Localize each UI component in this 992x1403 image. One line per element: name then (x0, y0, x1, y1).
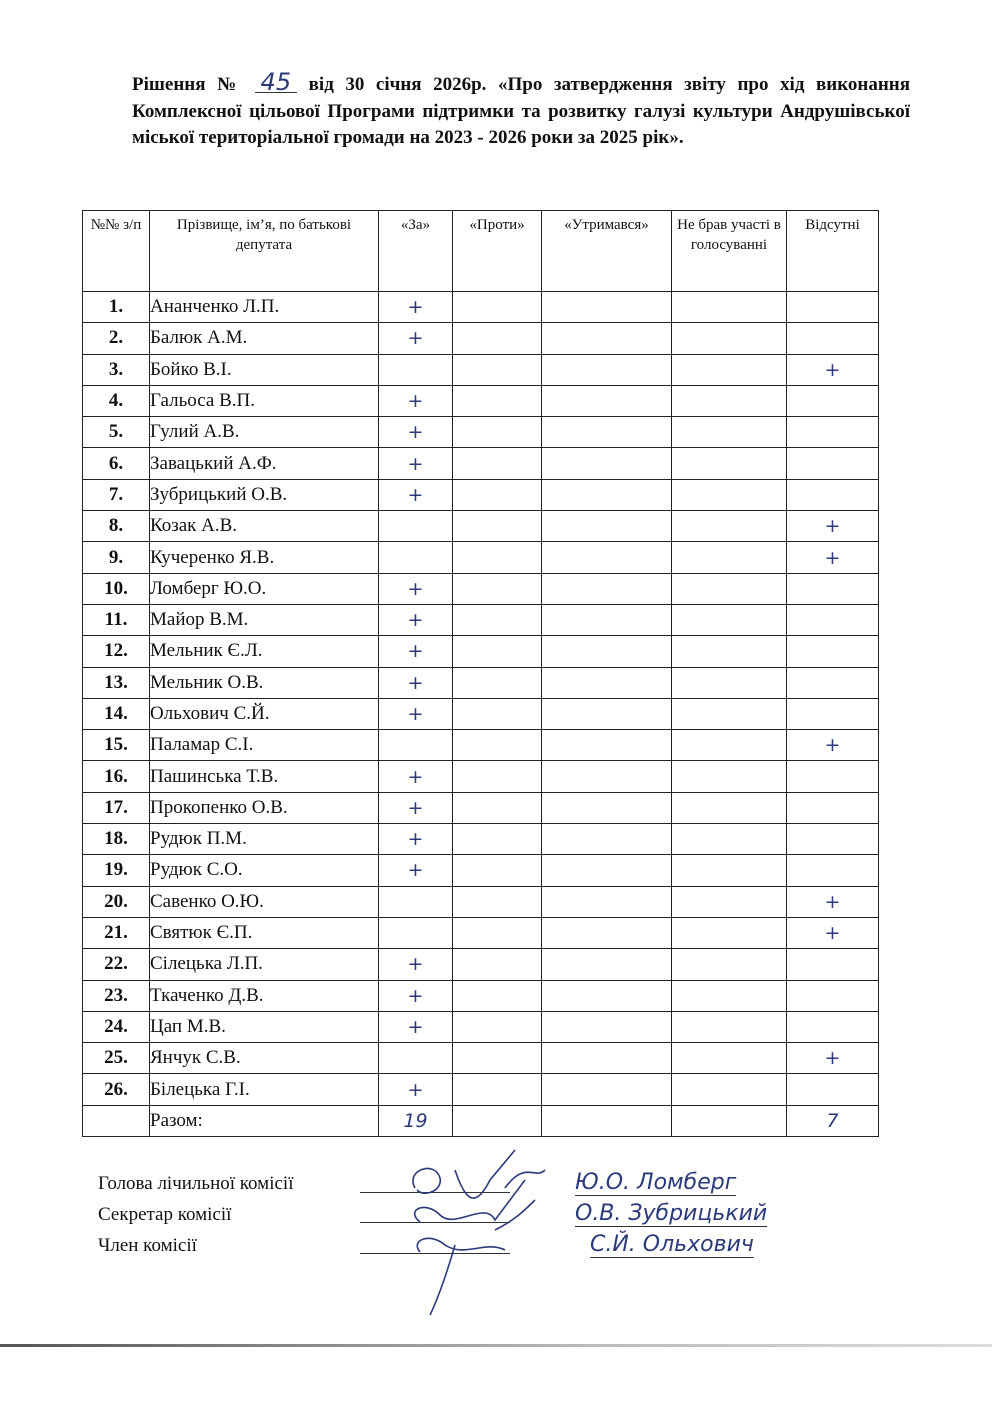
vote-abstain-mark (542, 855, 672, 886)
row-number: 19. (83, 855, 150, 886)
vote-for-mark: + (379, 385, 453, 416)
header-against: «Проти» (453, 211, 542, 292)
vote-against-mark (453, 479, 542, 510)
deputy-name: Рудюк С.О. (150, 855, 379, 886)
vote-abstain-mark (542, 511, 672, 542)
vote-abstain-mark (542, 949, 672, 980)
secretary-signature-name: О.В. Зубрицький (575, 1201, 768, 1226)
deputy-name: Пашинська Т.В. (150, 761, 379, 792)
absent-mark (787, 949, 879, 980)
absent-mark: + (787, 542, 879, 573)
header-name: Прізвище, ім’я, по батькові депутата (150, 211, 379, 292)
row-number: 25. (83, 1043, 150, 1074)
vote-for-mark: + (379, 573, 453, 604)
vote-against-mark (453, 323, 542, 354)
table-row (83, 1011, 879, 1042)
deputy-name: Савенко О.Ю. (150, 886, 379, 917)
table-row (83, 1043, 879, 1074)
absent-mark: + (787, 511, 879, 542)
total-no-part (672, 1105, 787, 1136)
vote-against-mark (453, 824, 542, 855)
row-number: 6. (83, 448, 150, 479)
secretary-label: Секретар комісії (98, 1204, 232, 1225)
absent-mark (787, 448, 879, 479)
vote-abstain-mark (542, 479, 672, 510)
vote-abstain-mark (542, 1011, 672, 1042)
vote-table (82, 210, 879, 1137)
vote-abstain-mark (542, 1043, 672, 1074)
vote-abstain-mark (542, 604, 672, 635)
deputy-name: Святюк Є.П. (150, 917, 379, 948)
vote-for-mark: + (379, 292, 453, 323)
row-number: 18. (83, 824, 150, 855)
row-number: 13. (83, 667, 150, 698)
vote-against-mark (453, 761, 542, 792)
row-number: 22. (83, 949, 150, 980)
row-number: 1. (83, 292, 150, 323)
deputy-name: Гальоса В.П. (150, 385, 379, 416)
vote-against-mark (453, 980, 542, 1011)
table-row (83, 730, 879, 761)
header-for: «За» (379, 211, 453, 292)
vote-against-mark (453, 949, 542, 980)
scan-edge-divider (0, 1344, 992, 1347)
vote-abstain-mark (542, 385, 672, 416)
absent-mark: + (787, 1043, 879, 1074)
deputy-name: Ткаченко Д.В. (150, 980, 379, 1011)
row-number: 11. (83, 604, 150, 635)
vote-abstain-mark (542, 824, 672, 855)
absent-mark (787, 417, 879, 448)
vote-for-mark: + (379, 323, 453, 354)
row-number: 24. (83, 1011, 150, 1042)
vote-against-mark (453, 385, 542, 416)
vote-for-mark: + (379, 667, 453, 698)
vote-abstain-mark (542, 573, 672, 604)
table-row (83, 855, 879, 886)
vote-against-mark (453, 698, 542, 729)
vote-no-part-mark (672, 792, 787, 823)
total-row (83, 1105, 879, 1136)
absent-mark (787, 292, 879, 323)
table-row (83, 949, 879, 980)
deputy-name: Янчук С.В. (150, 1043, 379, 1074)
vote-no-part-mark (672, 886, 787, 917)
vote-against-mark (453, 886, 542, 917)
table-row (83, 604, 879, 635)
vote-against-mark (453, 1011, 542, 1042)
absent-mark: + (787, 730, 879, 761)
row-number: 26. (83, 1074, 150, 1105)
vote-against-mark (453, 292, 542, 323)
vote-against-mark (453, 604, 542, 635)
table-row (83, 667, 879, 698)
absent-mark (787, 573, 879, 604)
vote-for-mark: + (379, 792, 453, 823)
row-number: 3. (83, 354, 150, 385)
row-number: 7. (83, 479, 150, 510)
chair-signature-name: Ю.О. Ломберг (575, 1170, 737, 1195)
vote-for-mark: + (379, 949, 453, 980)
deputy-name: Козак А.В. (150, 511, 379, 542)
total-against (453, 1105, 542, 1136)
absent-mark (787, 636, 879, 667)
deputy-name: Кучеренко Я.В. (150, 542, 379, 573)
vote-no-part-mark (672, 1011, 787, 1042)
vote-against-mark (453, 917, 542, 948)
vote-for-mark (379, 730, 453, 761)
vote-no-part-mark (672, 1043, 787, 1074)
vote-no-part-mark (672, 855, 787, 886)
vote-no-part-mark (672, 1074, 787, 1105)
deputy-name: Прокопенко О.В. (150, 792, 379, 823)
vote-no-part-mark (672, 542, 787, 573)
table-header-row (83, 211, 879, 292)
absent-mark: + (787, 354, 879, 385)
decision-number: 45 (255, 72, 298, 93)
header-num: №№ з/п (83, 211, 150, 292)
vote-for-mark: + (379, 1011, 453, 1042)
absent-mark: + (787, 886, 879, 917)
vote-for-mark: + (379, 1074, 453, 1105)
vote-against-mark (453, 730, 542, 761)
vote-no-part-mark (672, 917, 787, 948)
vote-no-part-mark (672, 292, 787, 323)
row-number: 12. (83, 636, 150, 667)
deputy-name: Сілецька Л.П. (150, 949, 379, 980)
heading-text: від 30 січня 2026р. «Про затвердження звіту про хід виконання Комплексної цільової Програми підтримки та розвитку галузі культури Андрушівської міської територіальної громади на 2023 - 2026 роки за 2025 рік». (132, 74, 911, 148)
table-row (83, 792, 879, 823)
heading-prefix: Рішення № (132, 74, 243, 95)
vote-abstain-mark (542, 698, 672, 729)
vote-abstain-mark (542, 730, 672, 761)
deputy-name: Гулий А.В. (150, 417, 379, 448)
vote-no-part-mark (672, 980, 787, 1011)
commission-signatures (98, 1168, 293, 1261)
row-number: 15. (83, 730, 150, 761)
absent-mark (787, 604, 879, 635)
row-number: 21. (83, 917, 150, 948)
member-label: Член комісії (98, 1235, 197, 1256)
deputy-name: Цап М.В. (150, 1011, 379, 1042)
vote-abstain-mark (542, 886, 672, 917)
vote-no-part-mark (672, 824, 787, 855)
vote-for-mark: + (379, 855, 453, 886)
vote-for-mark: + (379, 636, 453, 667)
table-row (83, 1074, 879, 1105)
vote-abstain-mark (542, 761, 672, 792)
vote-against-mark (453, 636, 542, 667)
absent-mark (787, 855, 879, 886)
vote-against-mark (453, 542, 542, 573)
vote-against-mark (453, 448, 542, 479)
vote-abstain-mark (542, 323, 672, 354)
vote-no-part-mark (672, 479, 787, 510)
vote-against-mark (453, 855, 542, 886)
vote-abstain-mark (542, 542, 672, 573)
vote-for-mark: + (379, 417, 453, 448)
vote-against-mark (453, 511, 542, 542)
vote-against-mark (453, 792, 542, 823)
absent-mark (787, 1074, 879, 1105)
total-empty-cell (83, 1105, 150, 1136)
vote-abstain-mark (542, 792, 672, 823)
vote-against-mark (453, 667, 542, 698)
absent-mark (787, 479, 879, 510)
deputy-name: Паламар С.І. (150, 730, 379, 761)
deputy-name: Бойко В.І. (150, 354, 379, 385)
table-row (83, 448, 879, 479)
absent-mark (787, 385, 879, 416)
vote-for-mark: + (379, 761, 453, 792)
vote-for-mark: + (379, 980, 453, 1011)
absent-mark (787, 323, 879, 354)
vote-for-mark (379, 542, 453, 573)
vote-abstain-mark (542, 448, 672, 479)
deputy-name: Завацький А.Ф. (150, 448, 379, 479)
vote-for-mark (379, 917, 453, 948)
table-row (83, 385, 879, 416)
absent-mark (787, 761, 879, 792)
vote-no-part-mark (672, 385, 787, 416)
vote-for-mark: + (379, 479, 453, 510)
vote-against-mark (453, 573, 542, 604)
absent-mark (787, 792, 879, 823)
vote-no-part-mark (672, 417, 787, 448)
row-number: 4. (83, 385, 150, 416)
total-for: 19 (379, 1105, 453, 1136)
vote-for-mark: + (379, 604, 453, 635)
row-number: 5. (83, 417, 150, 448)
vote-for-mark (379, 1043, 453, 1074)
total-absent: 7 (787, 1105, 879, 1136)
absent-mark: + (787, 917, 879, 948)
vote-no-part-mark (672, 949, 787, 980)
table-row (83, 417, 879, 448)
absent-mark (787, 698, 879, 729)
vote-for-mark (379, 886, 453, 917)
table-row (83, 479, 879, 510)
row-number: 14. (83, 698, 150, 729)
deputy-name: Зубрицький О.В. (150, 479, 379, 510)
row-number: 10. (83, 573, 150, 604)
total-abstain (542, 1105, 672, 1136)
absent-mark (787, 667, 879, 698)
member-signature-name: С.Й. Ольхович (590, 1232, 754, 1257)
deputy-name: Майор В.М. (150, 604, 379, 635)
table-row (83, 323, 879, 354)
header-abstain: «Утримався» (542, 211, 672, 292)
vote-no-part-mark (672, 448, 787, 479)
deputy-name: Рудюк П.М. (150, 824, 379, 855)
vote-against-mark (453, 417, 542, 448)
vote-for-mark: + (379, 698, 453, 729)
table-row (83, 980, 879, 1011)
vote-abstain-mark (542, 292, 672, 323)
table-row (83, 636, 879, 667)
row-number: 9. (83, 542, 150, 573)
vote-for-mark: + (379, 448, 453, 479)
vote-no-part-mark (672, 636, 787, 667)
decision-heading (132, 68, 911, 152)
table-row (83, 698, 879, 729)
vote-against-mark (453, 354, 542, 385)
vote-no-part-mark (672, 604, 787, 635)
row-number: 2. (83, 323, 150, 354)
vote-no-part-mark (672, 354, 787, 385)
vote-no-part-mark (672, 667, 787, 698)
deputy-name: Ананченко Л.П. (150, 292, 379, 323)
table-row (83, 886, 879, 917)
absent-mark (787, 824, 879, 855)
deputy-name: Білецька Г.І. (150, 1074, 379, 1105)
vote-no-part-mark (672, 323, 787, 354)
table-row (83, 824, 879, 855)
row-number: 16. (83, 761, 150, 792)
header-no-part: Не брав участі в голосуванні (672, 211, 787, 292)
header-absent: Відсутні (787, 211, 879, 292)
vote-abstain-mark (542, 980, 672, 1011)
vote-abstain-mark (542, 417, 672, 448)
deputy-name: Ольхович С.Й. (150, 698, 379, 729)
table-row (83, 292, 879, 323)
vote-abstain-mark (542, 636, 672, 667)
absent-mark (787, 980, 879, 1011)
row-number: 8. (83, 511, 150, 542)
vote-no-part-mark (672, 698, 787, 729)
vote-table-body (83, 292, 879, 1106)
deputy-name: Ломберг Ю.О. (150, 573, 379, 604)
row-number: 23. (83, 980, 150, 1011)
row-number: 20. (83, 886, 150, 917)
vote-no-part-mark (672, 761, 787, 792)
vote-abstain-mark (542, 917, 672, 948)
vote-no-part-mark (672, 511, 787, 542)
vote-for-mark (379, 511, 453, 542)
absent-mark (787, 1011, 879, 1042)
vote-abstain-mark (542, 1074, 672, 1105)
total-label: Разом: (150, 1105, 379, 1136)
vote-for-mark: + (379, 824, 453, 855)
deputy-name: Мельник О.В. (150, 667, 379, 698)
row-number: 17. (83, 792, 150, 823)
vote-for-mark (379, 354, 453, 385)
table-row (83, 573, 879, 604)
handwritten-signature-icon (395, 1140, 575, 1320)
table-row (83, 761, 879, 792)
vote-against-mark (453, 1074, 542, 1105)
vote-no-part-mark (672, 730, 787, 761)
table-row (83, 917, 879, 948)
deputy-name: Балюк А.М. (150, 323, 379, 354)
vote-abstain-mark (542, 354, 672, 385)
deputy-name: Мельник Є.Л. (150, 636, 379, 667)
vote-abstain-mark (542, 667, 672, 698)
vote-no-part-mark (672, 573, 787, 604)
chair-label: Голова лічильної комісії (98, 1173, 294, 1194)
table-row (83, 511, 879, 542)
table-row (83, 354, 879, 385)
vote-against-mark (453, 1043, 542, 1074)
table-row (83, 542, 879, 573)
